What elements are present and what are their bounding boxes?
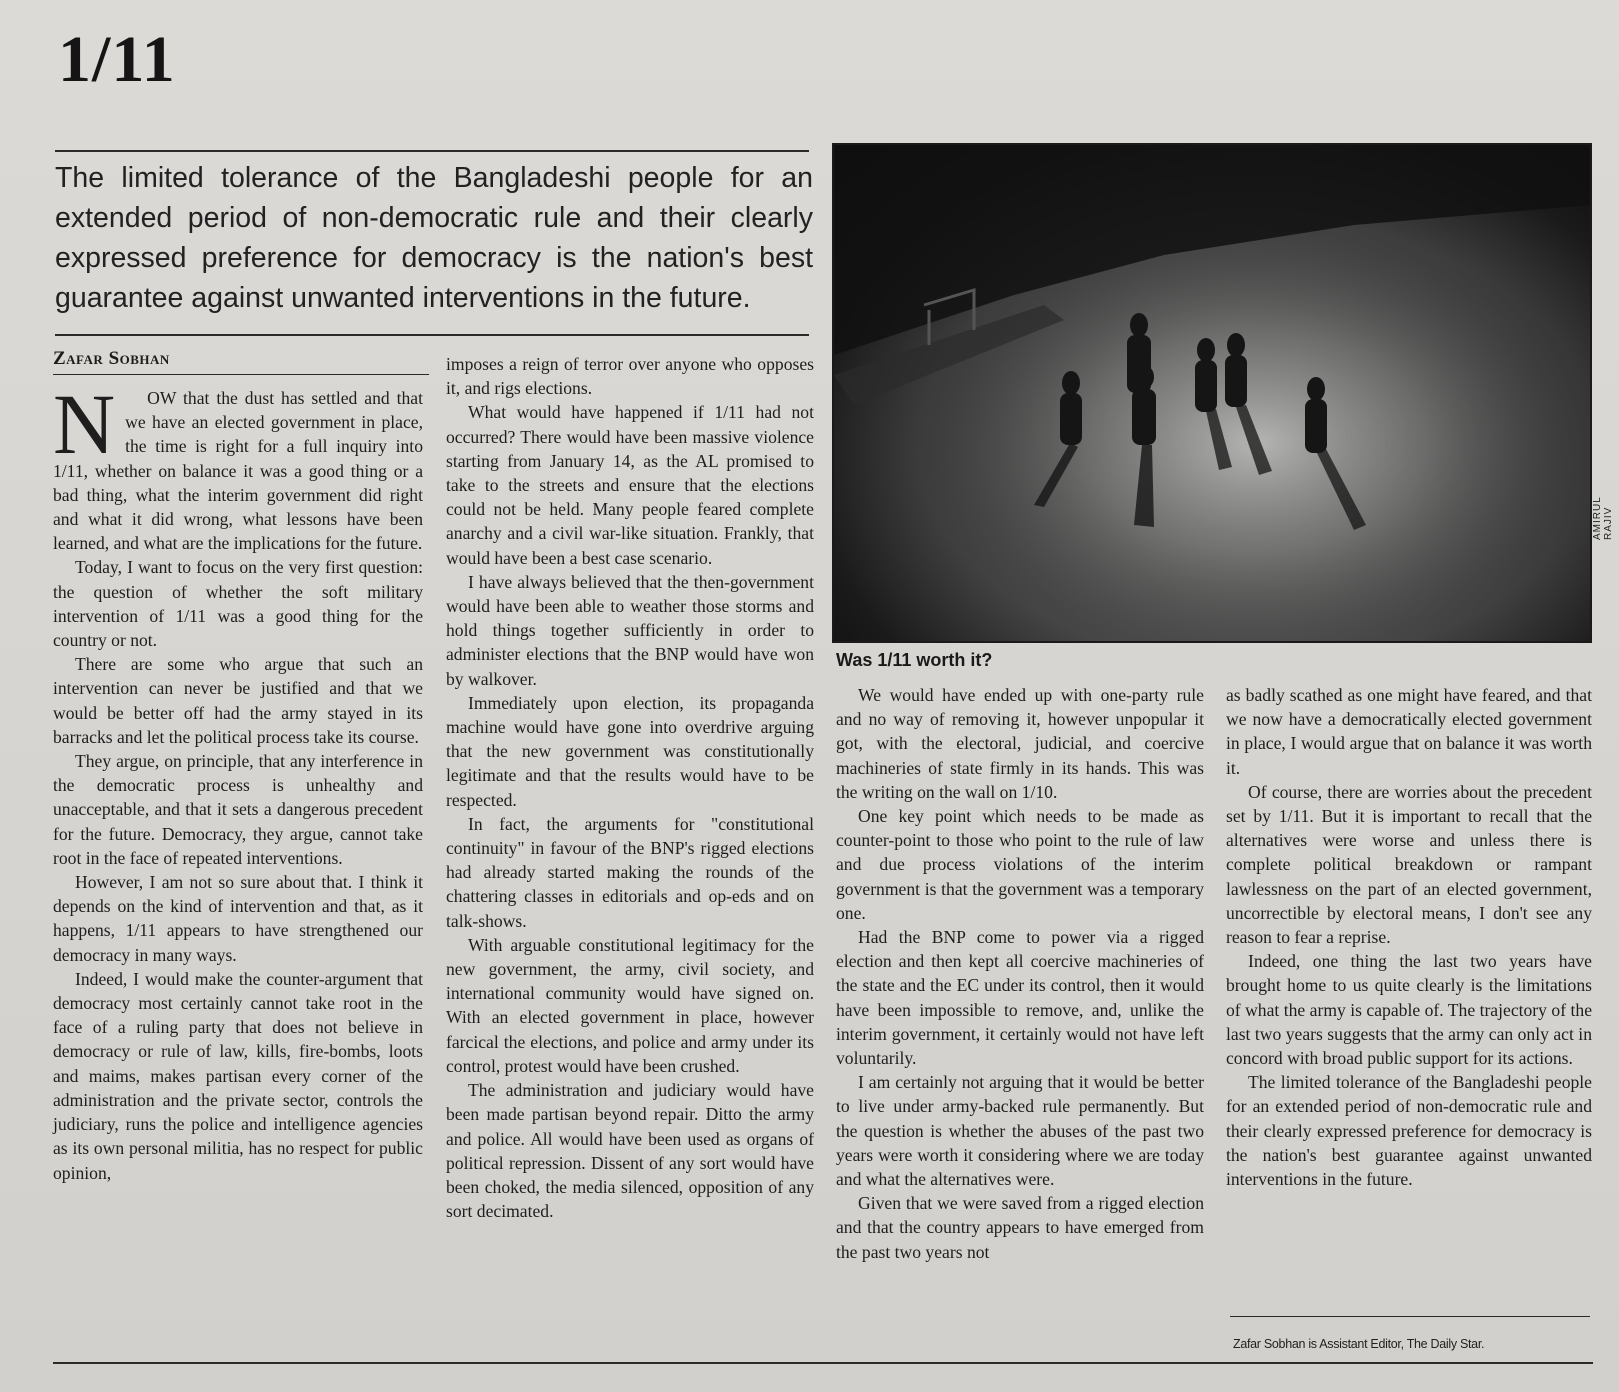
paragraph: There are some who argue that such an intervention can never be justified and that we would be better off had the army stayed in its barracks and let the political process take its course. — [53, 654, 423, 747]
author-bio: Zafar Sobhan is Assistant Editor, The Daily Star. — [1233, 1337, 1485, 1351]
deck-top-rule — [55, 150, 809, 152]
bio-rule — [1230, 1316, 1590, 1317]
paragraph: The limited tolerance of the Bangladeshi people for an extended period of non-democratic rule and their clearly expressed preference for democracy is the nation's best guarantee against unwanted interventions in the future. — [1226, 1072, 1592, 1190]
paragraph: The administration and judiciary would have been made partisan beyond repair. Ditto the army and police. All would have been used as organs of political repression. Dissent of any sort would have been choked, the media silenced, opposition of any sort decimated. — [446, 1080, 814, 1222]
paragraph: Had the BNP come to power via a rigged election and then kept all coercive machineries of the state and the EC under its control, then it would have been impossible to remove, and, unlike the interim government, it certainly would not have left voluntarily. — [836, 927, 1204, 1069]
paragraph: Indeed, one thing the last two years have brought home to us quite clearly is the limitations of what the army is capable of. The trajectory of the last two years suggests that the army can only act in concord with broad public support for its actions. — [1226, 951, 1592, 1069]
photo-caption: Was 1/11 worth it? — [836, 650, 993, 670]
article-column-1 — [53, 376, 423, 1185]
paragraph: Immediately upon election, its propaganda machine would have gone into overdrive arguing that the new government was constitutionally legitimate and that the results would have to be respected. — [446, 692, 814, 810]
paragraph: Indeed, I would make the counter-argument that democracy most certainly cannot take root in the face of a ruling party that does not believe in democracy or rule of law, kills, fire-bombs, loots and maims, makes partisan every corner of the administration and the private sector, controls the judiciary, runs the police and intelligence agencies as its own personal militia, has no respect for public opinion, — [53, 968, 423, 1183]
article-column-4 — [1226, 683, 1592, 1191]
photo-credit: AMIRUL RAJIV — [1592, 496, 1614, 540]
paragraph: In fact, the arguments for "constitutional continuity" in favour of the BNP's rigged elections had already started making the rounds of the chattering classes in editorials and op-eds and on talk-shows. — [446, 813, 814, 931]
paragraph: One key point which needs to be made as counter-point to those who point to the rule of law and due process violations of the interim government is that the government was a temporary one. — [836, 806, 1204, 923]
news-photo — [832, 143, 1592, 643]
page-bottom-rule — [53, 1362, 1593, 1364]
paragraph: Of course, there are worries about the precedent set by 1/11. But it is important to recall that the alternatives were worse and unless there is complete political breakdown or rampant lawlessness on the part of an elected government, uncorrectible by electoral means, I don't see any reason to fear a reprise. — [1226, 781, 1592, 948]
paragraph: I am certainly not arguing that it would be better to live under army-backed rule permanently. But the question is whether the abuses of the past two years were worth it considering where we are today and what the alternatives were. — [836, 1072, 1204, 1190]
paragraph: With arguable constitutional legitimacy for the new government, the army, civil society, and international community would have signed on. With an elected government in place, however farcical the elections, and police and army under its control, protest would have been crushed. — [446, 934, 814, 1076]
byline: Zafar Sobhan — [53, 348, 170, 369]
article-column-3 — [836, 683, 1204, 1264]
paragraph: They argue, on principle, that any interference in the democratic process is unhealthy and unacceptable, and that it sets a dangerous precedent for the future. Democracy, they argue, cannot take root in the face of repeated interventions. — [53, 751, 423, 868]
deck-pullquote: The limited tolerance of the Bangladeshi people for an extended period of non-democratic rule and their clearly expressed preference for democracy is the nation's best guarantee against unwanted interventions in the future. — [55, 162, 813, 314]
byline-rule — [53, 374, 429, 375]
drop-cap: N — [53, 376, 116, 472]
photo-illustration — [834, 145, 1590, 641]
paragraph: I have always believed that the then-government would have been able to weather those storms and hold things together sufficiently in order to administer elections that the BNP would have won by walkover. — [446, 571, 814, 689]
paragraph-text: OW that the dust has settled and that we have an elected government in place, the time is right for a full inquiry into 1/11, whether on balance it was a good thing or a bad thing, what the interim government did right and what it did wrong, what lessons have been learned, and what are the implications for the future. — [53, 388, 423, 554]
deck-bottom-rule — [55, 334, 809, 336]
paragraph: However, I am not so sure about that. I think it depends on the kind of intervention and that, as it happens, 1/11 appears to have strengthened our democracy in many ways. — [53, 872, 423, 965]
paragraph: What would have happened if 1/11 had not occurred? There would have been massive violence starting from January 14, as the AL promised to take to the streets and ensure that the elections could not be held. Many people feared complete anarchy and a civil war-like situation. Frankly, that would have been a best case scenario. — [446, 402, 814, 568]
paragraph: Given that we were saved from a rigged election and that the country appears to have emerged from the past two years not — [836, 1193, 1204, 1262]
paragraph: imposes a reign of terror over anyone who opposes it, and rigs elections. — [446, 354, 814, 399]
paragraph: as badly scathed as one might have feared, and that we now have a democratically elected government in place, I would argue that on balance it was worth it. — [1226, 685, 1592, 778]
paragraph: We would have ended up with one-party rule and no way of removing it, however unpopular it got, with the electoral, judicial, and coercive machineries of state firmly in its hands. This was the writing on the wall on 1/10. — [836, 685, 1204, 802]
article-column-2 — [446, 352, 814, 1223]
paragraph: Today, I want to focus on the very first question: the question of whether the soft military intervention of 1/11 was a good thing for the country or not. — [53, 557, 423, 651]
headline: 1/11 — [58, 23, 176, 96]
paragraph — [53, 376, 423, 555]
